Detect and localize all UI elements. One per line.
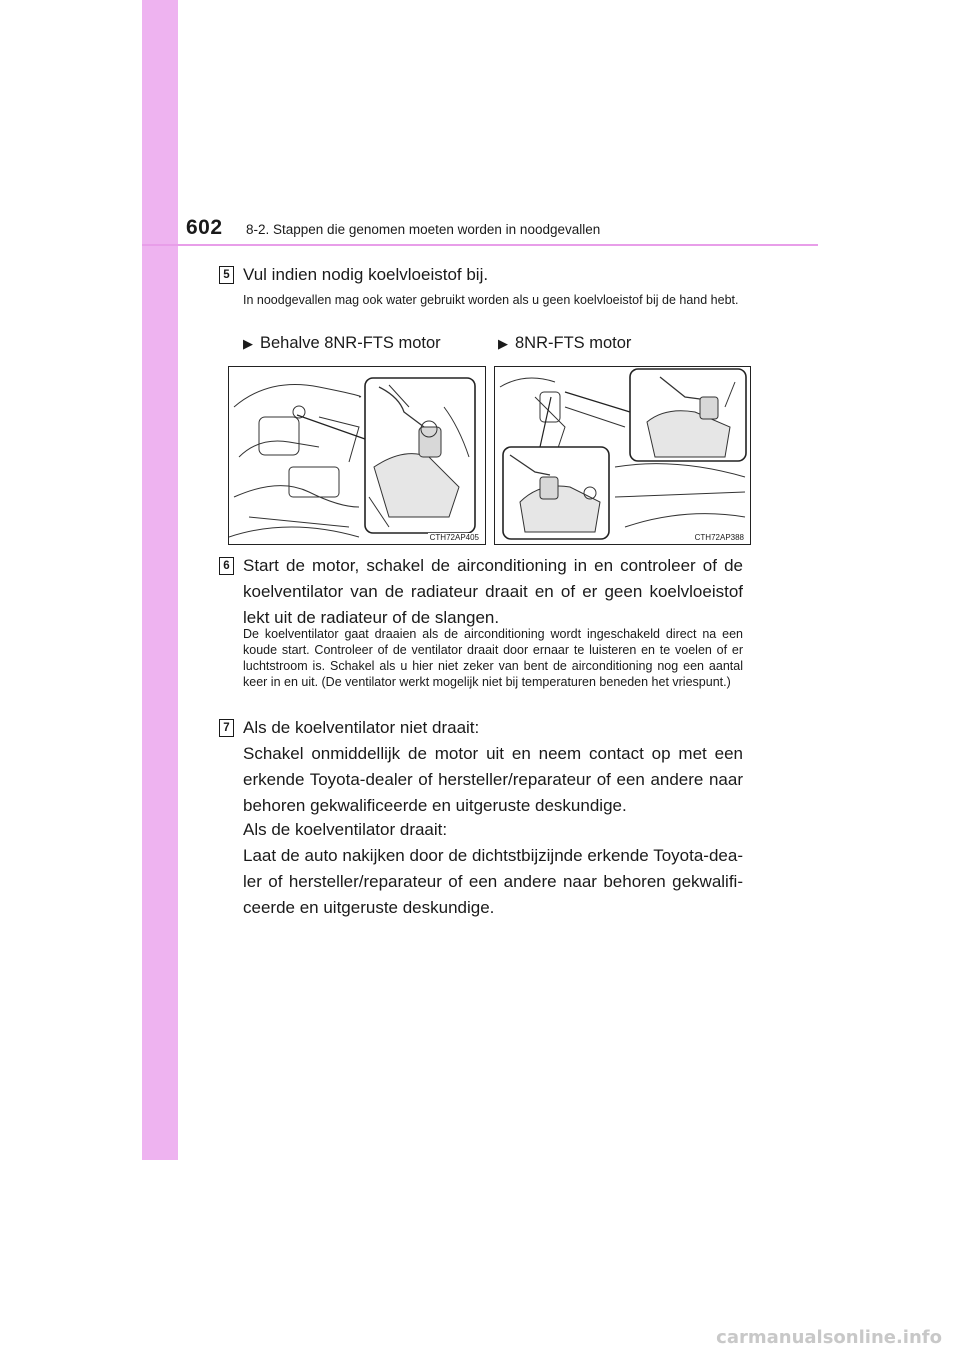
step-7-body-2: Laat de auto nakijken door de dichtstbijzijnde erkende Toyota-dea-ler of hersteller/reparateur of een andere naar behoren gekwalifi-ceerde en uitgeruste deskundige.: [243, 846, 743, 917]
step-5-badge: 5: [219, 266, 234, 284]
step-7-lead-2: Als de koelventilator draait:: [243, 820, 448, 839]
section-title: 8-2. Stappen die genomen moeten worden in noodgevallen: [246, 222, 601, 237]
triangle-right-icon: ▶: [498, 336, 508, 351]
engine-illustration-left: [229, 367, 485, 544]
step-6-text: Start de motor, schakel de airconditioning in en controleer of de koelventilator van de radiateur draait en of er geen koelvloeistof lekt uit de radiateur of de slangen.: [243, 556, 743, 627]
triangle-right-icon: ▶: [243, 336, 253, 351]
step-7-body-1: Schakel onmiddellijk de motor uit en neem contact op met een erkende Toyota-dealer of hersteller/reparateur of een andere naar behoren gekwalificeerde en uitgeruste deskundige.: [243, 744, 743, 815]
figure-left-code: CTH72AP405: [429, 533, 479, 542]
step-6-note: De koelventilator gaat draaien als de airconditioning wordt ingeschakeld direct na een koude start. Controleer of de ventilator draait door ernaar te luisteren en te voelen of er luchtstroom is. Schakel als u hier niet zeker van bent de airconditioning nog een aantal keer in en uit. (De ventilator werkt mogelijk niet bij temperaturen beneden het vriespunt.): [243, 627, 743, 689]
page-number: 602: [186, 216, 223, 239]
step-5-note: In noodgevallen mag ook water gebruikt worden als u geen koelvloeistof bij de hand hebt.: [243, 293, 739, 307]
chapter-sidebar-tab: [142, 0, 178, 1160]
figure-right-label: ▶ 8NR-FTS motor: [498, 334, 632, 352]
figure-right-code: CTH72AP388: [694, 533, 744, 542]
engine-illustration-right: [495, 367, 750, 544]
watermark: carmanualsonline.info: [716, 1327, 942, 1348]
figure-right-engine-bay: [494, 366, 751, 545]
step-6-badge: 6: [219, 557, 234, 575]
step-7-badge: 7: [219, 719, 234, 737]
step-7-paragraph-2: [243, 817, 743, 921]
step-5-text: Vul indien nodig koelvloeistof bij.: [243, 265, 489, 284]
figure-left-label: ▶ Behalve 8NR-FTS motor: [243, 334, 441, 352]
step-7-paragraph-1: [243, 715, 743, 819]
figure-left-engine-bay: [228, 366, 486, 545]
header-divider: [142, 244, 818, 246]
step-7-lead-1: Als de koelventilator niet draait:: [243, 718, 480, 737]
